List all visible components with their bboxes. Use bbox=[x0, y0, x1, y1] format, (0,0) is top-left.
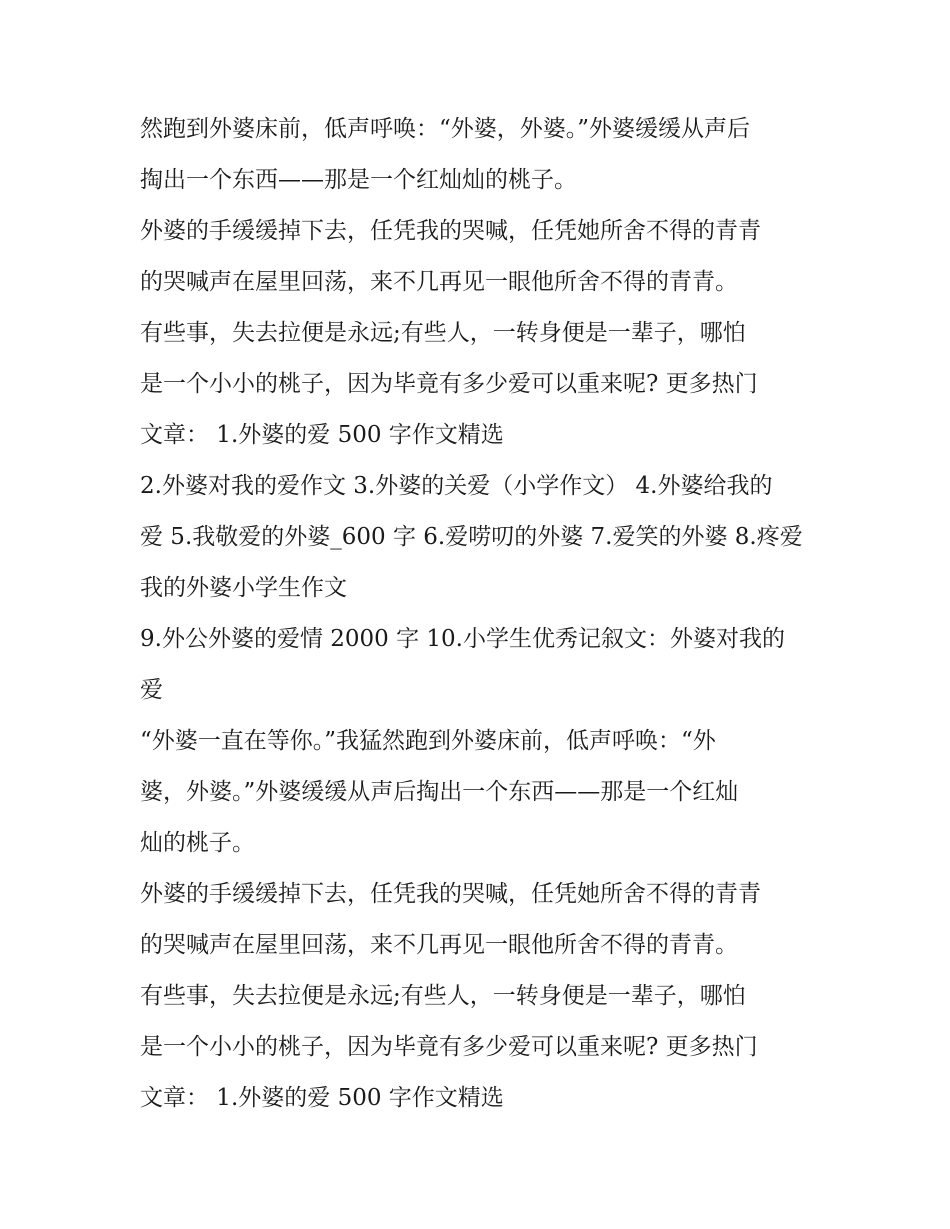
text-line-16: 外婆的手缓缓掉下去，任凭我的哭喊，任凭她所舍不得的青青 bbox=[140, 881, 761, 907]
text-line-10: 我的外婆小学生作文 bbox=[140, 575, 347, 601]
text-line-11: 9.外公外婆的爱情 2000 字 10.小学生优秀记叙文：外婆对我的 bbox=[140, 626, 785, 652]
text-line-3: 外婆的手缓缓掉下去，任凭我的哭喊，任凭她所舍不得的青青 bbox=[140, 218, 761, 244]
text-line-18: 有些事，失去拉便是永远;有些人，一转身便是一辈子，哪怕 bbox=[140, 983, 746, 1009]
text-line-9: 爱 5.我敬爱的外婆_600 字 6.爱唠叨的外婆 7.爱笑的外婆 8.疼爱 bbox=[140, 524, 803, 550]
text-line-13: “外婆一直在等你。”我猛然跑到外婆床前，低声呼唤：“外 bbox=[140, 728, 716, 754]
text-line-12: 爱 bbox=[140, 677, 163, 703]
text-line-19: 是一个小小的桃子，因为毕竟有多少爱可以重来呢? 更多热门 bbox=[140, 1034, 758, 1060]
text-line-14: 婆，外婆。”外婆缓缓从声后掏出一个东西——那是一个红灿 bbox=[140, 779, 739, 805]
document-body bbox=[140, 104, 820, 1124]
text-line-2: 掏出一个东西——那是一个红灿灿的桃子。 bbox=[140, 167, 577, 193]
text-line-20: 文章： 1.外婆的爱 500 字作文精选 bbox=[140, 1085, 504, 1111]
text-line-17: 的哭喊声在屋里回荡，来不几再见一眼他所舍不得的青青。 bbox=[140, 932, 738, 958]
text-line-5: 有些事，失去拉便是永远;有些人，一转身便是一辈子，哪怕 bbox=[140, 320, 746, 346]
text-line-8: 2.外婆对我的爱作文 3.外婆的关爱（小学作文） 4.外婆给我的 bbox=[140, 473, 773, 499]
text-line-7: 文章： 1.外婆的爱 500 字作文精选 bbox=[140, 422, 504, 448]
text-line-6: 是一个小小的桃子，因为毕竟有多少爱可以重来呢? 更多热门 bbox=[140, 371, 758, 397]
text-line-4: 的哭喊声在屋里回荡，来不几再见一眼他所舍不得的青青。 bbox=[140, 269, 738, 295]
text-line-1: 然跑到外婆床前，低声呼唤：“外婆，外婆。”外婆缓缓从声后 bbox=[140, 116, 751, 142]
text-line-15: 灿的桃子。 bbox=[140, 830, 255, 856]
